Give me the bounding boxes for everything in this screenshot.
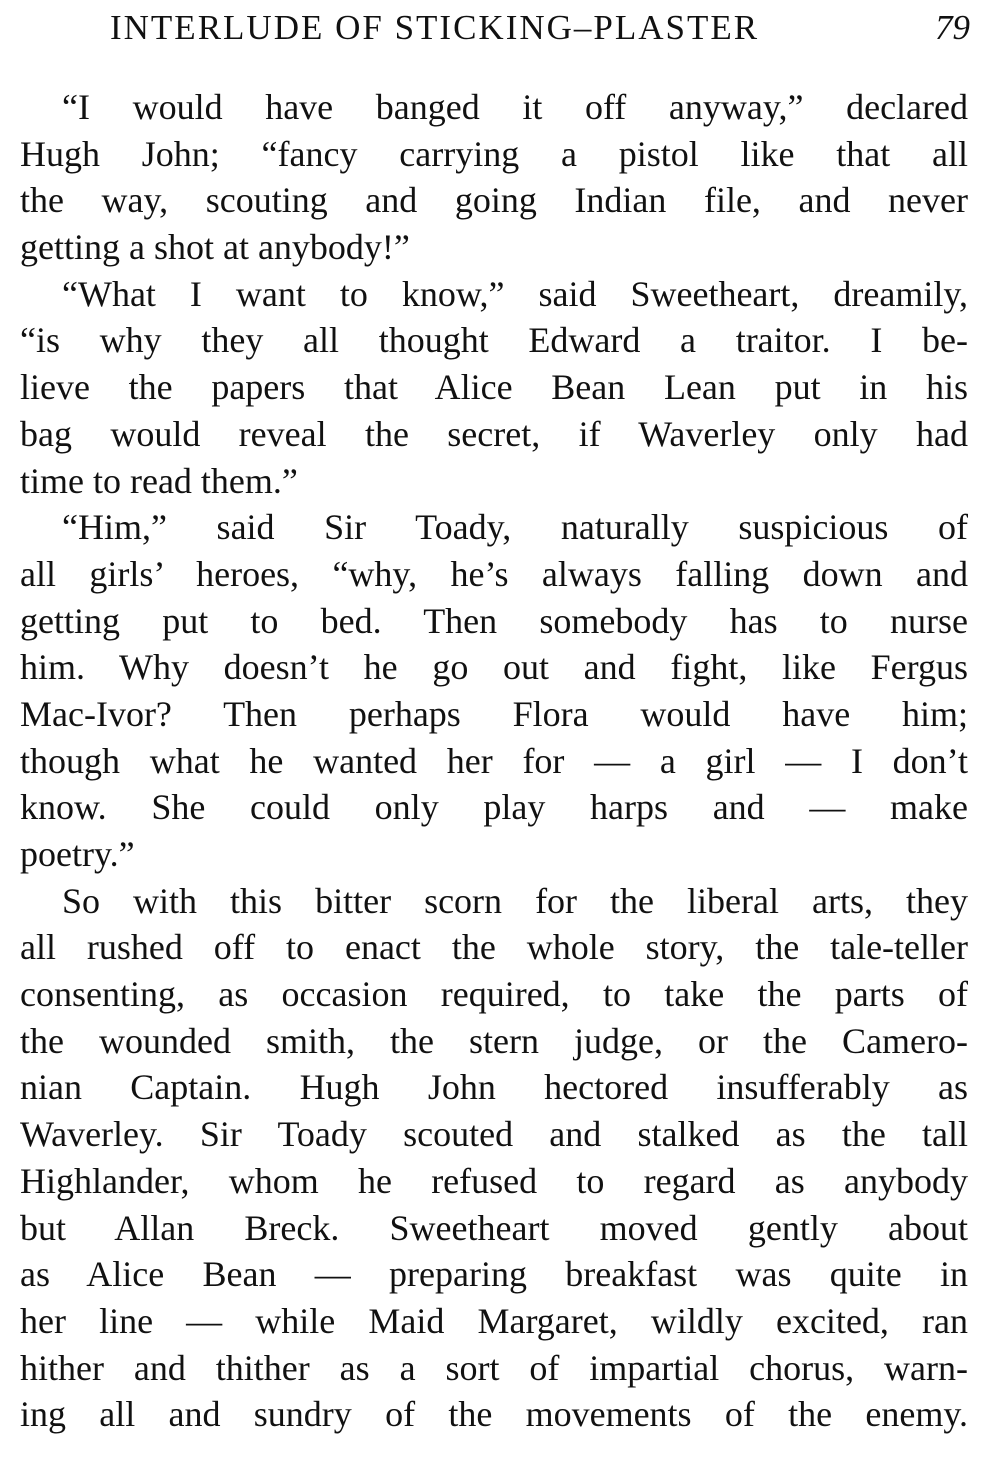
text-line: poetry.”: [20, 834, 135, 874]
text-line: hither and thither as a sort of impartial chorus, warn-: [20, 1347, 968, 1388]
running-title: INTERLUDE OF STICKING–PLASTER: [110, 8, 760, 47]
paragraph: [20, 504, 968, 878]
text-line: know. She could only play harps and — make: [20, 787, 968, 828]
text-line: “Him,” said Sir Toady, naturally suspicious of: [62, 507, 968, 548]
text-line: ing all and sundry of the movements of the enemy.: [20, 1394, 968, 1435]
text-line: as Alice Bean — preparing breakfast was quite in: [20, 1254, 968, 1295]
text-line: the wounded smith, the stern judge, or the Camero-: [20, 1020, 968, 1061]
text-line: Highlander, whom he refused to regard as anybody: [20, 1160, 968, 1201]
text-line: Waverley. Sir Toady scouted and stalked as the tall: [20, 1114, 968, 1155]
text-line: all rushed off to enact the whole story, the tale-teller: [20, 927, 968, 968]
text-line: “is why they all thought Edward a traitor. I be-: [20, 320, 968, 361]
text-line: him. Why doesn’t he go out and fight, like Fergus: [20, 647, 968, 688]
text-line: Hugh John; “fancy carrying a pistol like that all: [20, 133, 968, 174]
text-line: “I would have banged it off anyway,” declared: [62, 87, 968, 127]
paragraph: [20, 271, 968, 504]
text-line: all girls’ heroes, “why, he’s always falling down and: [20, 553, 968, 594]
text-line: the way, scouting and going Indian file, and never: [20, 180, 968, 221]
text-line: So with this bitter scorn for the liberal arts, they: [62, 880, 968, 921]
text-line: consenting, as occasion required, to take the parts of: [20, 974, 968, 1015]
body-text: [20, 84, 968, 1438]
text-line: bag would reveal the secret, if Waverley only had: [20, 413, 968, 454]
paragraph: [20, 84, 968, 271]
text-line: “What I want to know,” said Sweetheart, dreamily,: [62, 273, 968, 314]
text-line: but Allan Breck. Sweetheart moved gently about: [20, 1207, 968, 1248]
text-line: her line — while Maid Margaret, wildly excited, ran: [20, 1300, 968, 1341]
page-number: 79: [935, 8, 970, 47]
running-head: [0, 4, 1000, 52]
text-line: though what he wanted her for — a girl — I don’t: [20, 740, 968, 781]
text-line: getting a shot at anybody!”: [20, 227, 410, 268]
paragraph: [20, 878, 968, 1438]
text-line: Mac-Ivor? Then perhaps Flora would have him;: [20, 693, 968, 734]
text-line: lieve the papers that Alice Bean Lean put in his: [20, 367, 968, 408]
text-line: nian Captain. Hugh John hectored insufferably as: [20, 1067, 968, 1108]
text-line: time to read them.”: [20, 460, 298, 501]
text-line: getting put to bed. Then somebody has to nurse: [20, 600, 968, 641]
